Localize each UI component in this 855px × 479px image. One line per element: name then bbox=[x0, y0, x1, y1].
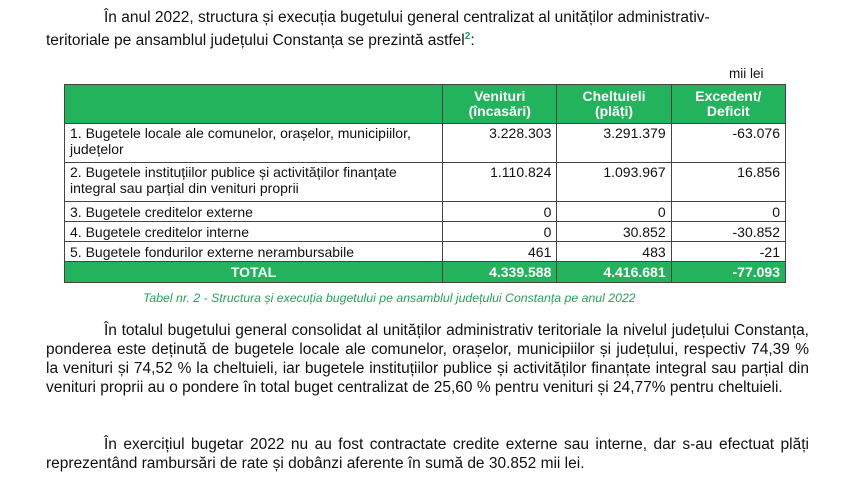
header-excedent bbox=[671, 85, 785, 124]
header-venituri bbox=[443, 85, 557, 124]
venituri-cell: 0 bbox=[443, 222, 557, 242]
footnote-reference[interactable]: 2 bbox=[464, 31, 471, 42]
header-excedent-line2: Deficit bbox=[706, 103, 750, 119]
excedent-cell: 0 bbox=[671, 202, 785, 222]
paragraph-budget-share: În totalul bugetului general consolidat al unităților administrativ teritoriale la nivelul județului Constanța, ponderea este deținută de bugetele locale ale comunelor, orașelor, municipiilor și județului, respectiv 74,39 % la venituri și 74,52 % la cheltuieli, iar bugetele instituțiilor publice și activităților finanțate integral sau parțial din venituri proprii au o pondere în total buget centralizat de 25,60 % pentru venituri și 24,77% pentru cheltuieli. bbox=[46, 322, 809, 396]
total-label: TOTAL bbox=[65, 262, 443, 283]
table-row bbox=[65, 242, 786, 262]
cheltuieli-cell: 0 bbox=[557, 202, 671, 222]
total-venituri: 4.339.588 bbox=[443, 262, 557, 283]
row-label: 3. Bugetele creditelor externe bbox=[65, 202, 443, 222]
table-header-row bbox=[65, 85, 786, 124]
intro-line-1: În anul 2022, structura și execuția bugetului general centralizat al unităților administrativ- bbox=[104, 9, 710, 26]
excedent-cell: -30.852 bbox=[671, 222, 785, 242]
header-cheltuieli bbox=[557, 85, 671, 124]
header-label-cell bbox=[65, 85, 443, 124]
header-excedent-line1: Excedent/ bbox=[695, 88, 762, 104]
row-label: 2. Bugetele instituțiilor publice și activităților finanțate integral sau parțial din venituri proprii bbox=[65, 163, 443, 202]
intro-line-2: teritoriale pe ansamblul județului Constanța se prezintă astfel bbox=[46, 32, 465, 50]
unit-label: mii lei bbox=[729, 66, 764, 81]
table-row bbox=[65, 124, 786, 163]
venituri-cell: 3.228.303 bbox=[443, 124, 557, 163]
cheltuieli-cell: 3.291.379 bbox=[557, 124, 671, 163]
row-label: 1. Bugetele locale ale comunelor, orașelor, municipiilor, județelor bbox=[65, 124, 443, 163]
venituri-cell: 0 bbox=[443, 202, 557, 222]
table-row bbox=[65, 202, 786, 222]
paragraph-credits: În exercițiul bugetar 2022 nu au fost contractate credite externe sau interne, dar s-au efectuat plăți reprezentând rambursări de rate și dobânzi aferente în sumă de 30.852 mii lei. bbox=[46, 436, 809, 472]
cheltuieli-cell: 30.852 bbox=[557, 222, 671, 242]
excedent-cell: -21 bbox=[671, 242, 785, 262]
intro-colon: : bbox=[470, 32, 475, 50]
excedent-cell: -63.076 bbox=[671, 124, 785, 163]
total-excedent: -77.093 bbox=[671, 262, 785, 283]
budget-table bbox=[64, 84, 786, 283]
header-venituri-line2: (încasări) bbox=[468, 103, 531, 119]
cheltuieli-cell: 1.093.967 bbox=[557, 163, 671, 202]
total-row bbox=[65, 262, 786, 283]
intro-paragraph bbox=[46, 8, 816, 50]
table-caption: Tabel nr. 2 - Structura și execuția bugetului pe ansamblul județului Constanța pe anul 2022 bbox=[143, 291, 636, 305]
row-label: 5. Bugetele fondurilor externe nerambursabile bbox=[65, 242, 443, 262]
table-row bbox=[65, 222, 786, 242]
excedent-cell: 16.856 bbox=[671, 163, 785, 202]
header-cheltuieli-line2: (plăți) bbox=[594, 103, 634, 119]
venituri-cell: 461 bbox=[443, 242, 557, 262]
header-cheltuieli-line1: Cheltuieli bbox=[582, 88, 646, 104]
total-cheltuieli: 4.416.681 bbox=[557, 262, 671, 283]
row-label: 4. Bugetele creditelor interne bbox=[65, 222, 443, 242]
table-row bbox=[65, 163, 786, 202]
header-venituri-line1: Venituri bbox=[474, 88, 526, 104]
cheltuieli-cell: 483 bbox=[557, 242, 671, 262]
venituri-cell: 1.110.824 bbox=[443, 163, 557, 202]
